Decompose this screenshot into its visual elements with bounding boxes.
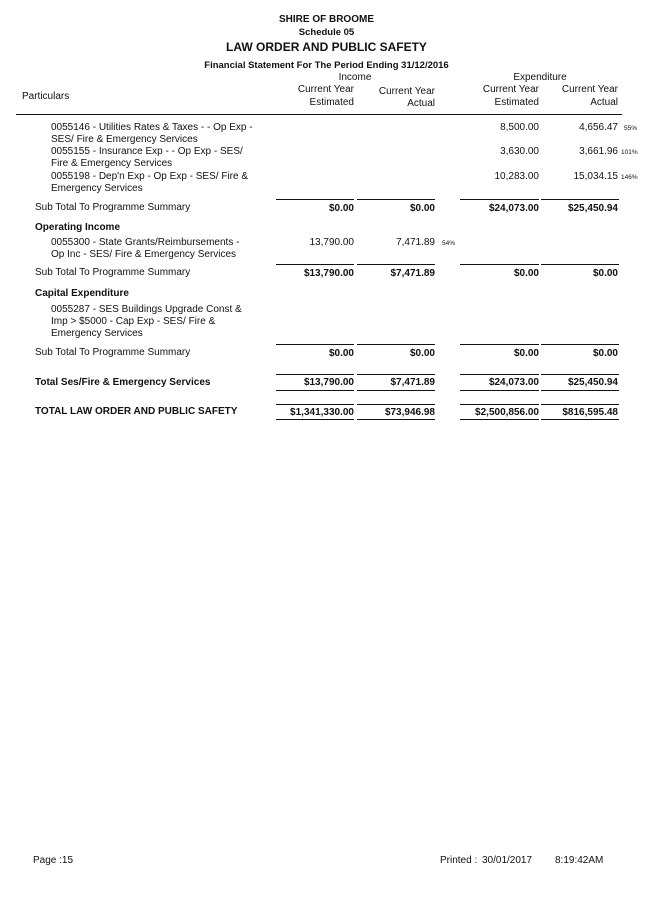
- divider: [276, 374, 354, 375]
- table-cell: 8,500.00: [500, 122, 539, 133]
- divider: [276, 264, 354, 265]
- divider: [460, 404, 539, 405]
- grand-total-label: TOTAL LAW ORDER AND PUBLIC SAFETY: [35, 406, 238, 417]
- table-cell: $7,471.89: [390, 377, 435, 388]
- divider: [460, 264, 539, 265]
- section-heading: Operating Income: [35, 222, 121, 233]
- divider: [460, 199, 539, 200]
- divider: [541, 390, 619, 391]
- inc-act-header-2: Actual: [407, 98, 435, 109]
- income-header: Income: [338, 72, 372, 83]
- table-cell: 3,630.00: [500, 146, 539, 157]
- divider: [460, 374, 539, 375]
- table-cell: $0.00: [409, 203, 435, 214]
- divider: [357, 264, 435, 265]
- divider: [460, 419, 539, 420]
- subtotal-label: Sub Total To Programme Summary: [35, 202, 191, 213]
- expenditure-header: Expenditure: [513, 72, 567, 83]
- table-cell: $24,073.00: [488, 203, 539, 214]
- exp-est-header-2: Estimated: [494, 97, 539, 108]
- divider: [357, 344, 435, 345]
- divider: [276, 419, 354, 420]
- table-cell: $0.00: [513, 348, 539, 359]
- schedule-label: Schedule 05: [298, 27, 355, 38]
- table-cell: $0.00: [592, 348, 618, 359]
- table-cell: 4,656.47: [579, 122, 618, 133]
- table-cell: $0.00: [592, 268, 618, 279]
- header-rule: [16, 114, 622, 115]
- page-number: Page :15: [33, 855, 74, 866]
- printed-date: 30/01/2017: [482, 855, 533, 866]
- inc-est-header-2: Estimated: [309, 97, 354, 108]
- org-name: SHIRE OF BROOME: [278, 14, 374, 25]
- divider: [460, 390, 539, 391]
- section-heading: Capital Expenditure: [35, 288, 129, 299]
- table-row-desc: 0055198 - Dep'n Exp - Op Exp - SES/ Fire & Emergency Services: [51, 171, 249, 194]
- printed-time: 8:19:42AM: [555, 855, 604, 866]
- percent-badge: 146%: [621, 174, 638, 181]
- table-cell: 7,471.89: [396, 237, 435, 248]
- table-cell: 15,034.15: [573, 171, 618, 182]
- table-cell: $0.00: [328, 348, 354, 359]
- table-cell: $0.00: [409, 348, 435, 359]
- table-cell: $816,595.48: [562, 407, 618, 418]
- divider: [357, 390, 435, 391]
- page-title: LAW ORDER AND PUBLIC SAFETY: [226, 40, 427, 54]
- table-cell: $25,450.94: [567, 203, 618, 214]
- table-cell: $13,790.00: [303, 377, 354, 388]
- divider: [276, 199, 354, 200]
- divider: [357, 419, 435, 420]
- table-cell: $0.00: [513, 268, 539, 279]
- percent-badge: 54%: [442, 240, 456, 247]
- divider: [541, 344, 619, 345]
- percent-badge: 101%: [621, 149, 638, 156]
- divider: [357, 374, 435, 375]
- particulars-header: Particulars: [22, 91, 70, 102]
- divider: [276, 344, 354, 345]
- exp-est-header-1: Current Year: [482, 84, 539, 95]
- table-row-desc: 0055300 - State Grants/Reimbursements - Op Inc - SES/ Fire & Emergency Services: [51, 237, 240, 260]
- table-row-desc: 0055287 - SES Buildings Upgrade Const & Imp > $5000 - Cap Exp - SES/ Fire & Emergency Services: [51, 304, 242, 339]
- divider: [276, 404, 354, 405]
- divider: [541, 199, 619, 200]
- divider: [541, 264, 619, 265]
- table-cell: $7,471.89: [390, 268, 435, 279]
- table-cell: $1,341,330.00: [290, 407, 354, 418]
- subtotal-label: Sub Total To Programme Summary: [35, 347, 191, 358]
- divider: [460, 344, 539, 345]
- table-cell: $25,450.94: [567, 377, 618, 388]
- table-cell: $13,790.00: [303, 268, 354, 279]
- divider: [541, 374, 619, 375]
- divider: [541, 419, 619, 420]
- inc-act-header-1: Current Year: [378, 86, 435, 97]
- table-row-desc: 0055146 - Utilities Rates & Taxes - - Op Exp - SES/ Fire & Emergency Services: [51, 122, 253, 145]
- inc-est-header-1: Current Year: [297, 84, 354, 95]
- table-cell: 10,283.00: [494, 171, 539, 182]
- divider: [357, 199, 435, 200]
- exp-act-header-1: Current Year: [561, 84, 618, 95]
- exp-act-header-2: Actual: [590, 97, 618, 108]
- divider: [357, 404, 435, 405]
- printed-label: Printed :: [440, 855, 478, 866]
- divider: [276, 390, 354, 391]
- period-label: Financial Statement For The Period Ending 31/12/2016: [204, 60, 449, 71]
- table-cell: 3,661.96: [579, 146, 618, 157]
- table-cell: $73,946.98: [384, 407, 435, 418]
- percent-badge: 55%: [624, 125, 638, 132]
- table-cell: $0.00: [328, 203, 354, 214]
- subtotal-label: Sub Total To Programme Summary: [35, 267, 191, 278]
- table-cell: $2,500,856.00: [475, 407, 539, 418]
- total-label: Total Ses/Fire & Emergency Services: [35, 377, 211, 388]
- table-row-desc: 0055155 - Insurance Exp - - Op Exp - SES/ Fire & Emergency Services: [51, 146, 243, 169]
- table-cell: $24,073.00: [488, 377, 539, 388]
- divider: [541, 404, 619, 405]
- table-cell: 13,790.00: [309, 237, 354, 248]
